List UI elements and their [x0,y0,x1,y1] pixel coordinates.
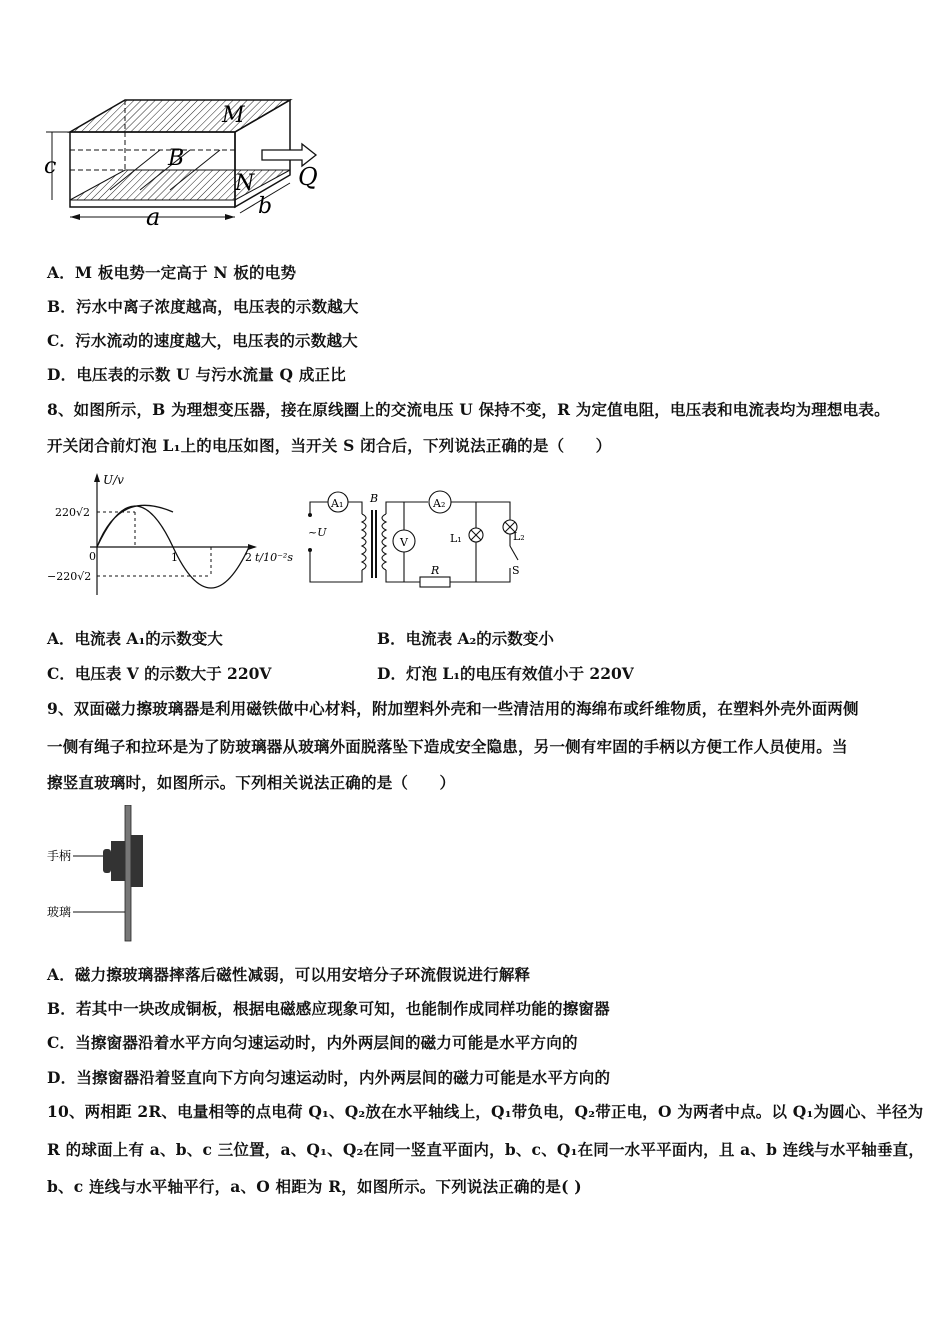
circuit-A1: A₁ [331,497,344,510]
circuit-U: ~U [308,526,327,539]
q7-option-c: C．污水流动的速度越大，电压表的示数越大 [47,331,358,350]
label-a: a [146,203,161,231]
graph-ytop: 220√2 [55,506,91,519]
label-M: M [222,103,245,128]
voltage-graph [45,470,305,600]
q9-stem-line2: 一侧有绳子和拉环是为了防玻璃器从玻璃外面脱落坠下造成安全隐患，另一侧有牢固的手柄以方便工作人员使用。当 [47,737,848,756]
label-Q: Q [298,163,318,191]
circuit-L1: L₁ [450,532,462,545]
q10-stem-line1: 10、两相距 2R、电量相等的点电荷 Q₁、Q₂放在水平轴线上，Q₁带负电，Q₂带正电，O 为两者中点。以 Q₁为圆心、半径为 [47,1102,924,1121]
q10-stem-line2: R 的球面上有 a、b、c 三位置，a、Q₁、Q₂在同一竖直平面内，b、c、Q₁在同一水平平面内，且 a、b 连线与水平轴垂直， [47,1140,925,1159]
q10-stem-line3: b、c 连线与水平轴平行，a、O 相距为 R，如图所示。下列说法正确的是( ) [47,1177,582,1196]
q7-option-d: D．电压表的示数 U 与污水流量 Q 成正比 [47,365,346,384]
q7-option-b: B．污水中离子浓度越高，电压表的示数越大 [47,297,359,316]
graph-x1: 1 [171,551,178,564]
q9-option-a: A．磁力擦玻璃器摔落后磁性减弱，可以用安培分子环流假说进行解释 [47,965,531,984]
label-N: N [235,171,255,196]
graph-origin: 0 [89,550,96,563]
q9-option-c: C．当擦窗器沿着水平方向匀速运动时，内外两层间的磁力可能是水平方向的 [47,1033,578,1052]
label-c: c [44,154,57,179]
q7-option-a: A．M 板电势一定高于 N 板的电势 [47,263,297,282]
label-b: b [258,194,273,219]
graph-xlabel: t/10⁻²s [255,551,293,564]
flowmeter-figure [40,95,330,235]
q9-option-b: B．若其中一块改成铜板，根据电磁感应现象可知，也能制作成同样功能的擦窗器 [47,999,610,1018]
label-handle: 手柄 [47,849,72,863]
graph-ylabel: U/v [103,473,124,487]
circuit-S: S [512,564,520,577]
label-glass: 玻璃 [47,905,72,919]
transformer-circuit [300,480,540,595]
q8-stem-line2: 开关闭合前灯泡 L₁上的电压如图，当开关 S 闭合后，下列说法正确的是（ ） [47,436,612,455]
circuit-L2: L₂ [513,530,525,543]
window-cleaner-figure [45,805,165,945]
q8-option-b: B．电流表 A₂的示数变小 [377,629,554,648]
graph-x2: 2 [245,551,252,564]
circuit-V: V [400,536,408,549]
q9-stem-line3: 擦竖直玻璃时，如图所示。下列相关说法正确的是（ ） [47,773,456,792]
q8-option-d: D．灯泡 L₁的电压有效值小于 220V [377,664,634,683]
q9-option-d: D．当擦窗器沿着竖直向下方向匀速运动时，内外两层间的磁力可能是水平方向的 [47,1068,611,1087]
q8-option-c: C．电压表 V 的示数大于 220V [47,664,272,683]
circuit-A2: A₂ [433,497,446,510]
q9-stem-line1: 9、双面磁力擦玻璃器是利用磁铁做中心材料，附加塑料外壳和一些清洁用的海绵布或纤维物质，在塑料外壳外面两侧 [47,699,859,718]
q8-option-a: A．电流表 A₁的示数变大 [47,629,223,648]
circuit-R: R [431,564,440,577]
graph-ybottom: −220√2 [47,570,92,583]
circuit-B: B [370,492,379,505]
q8-stem-line1: 8、如图所示，B 为理想变压器，接在原线圈上的交流电压 U 保持不变，R 为定值电阻，电压表和电流表均为理想电表。 [47,400,890,419]
label-B: B [168,146,185,171]
